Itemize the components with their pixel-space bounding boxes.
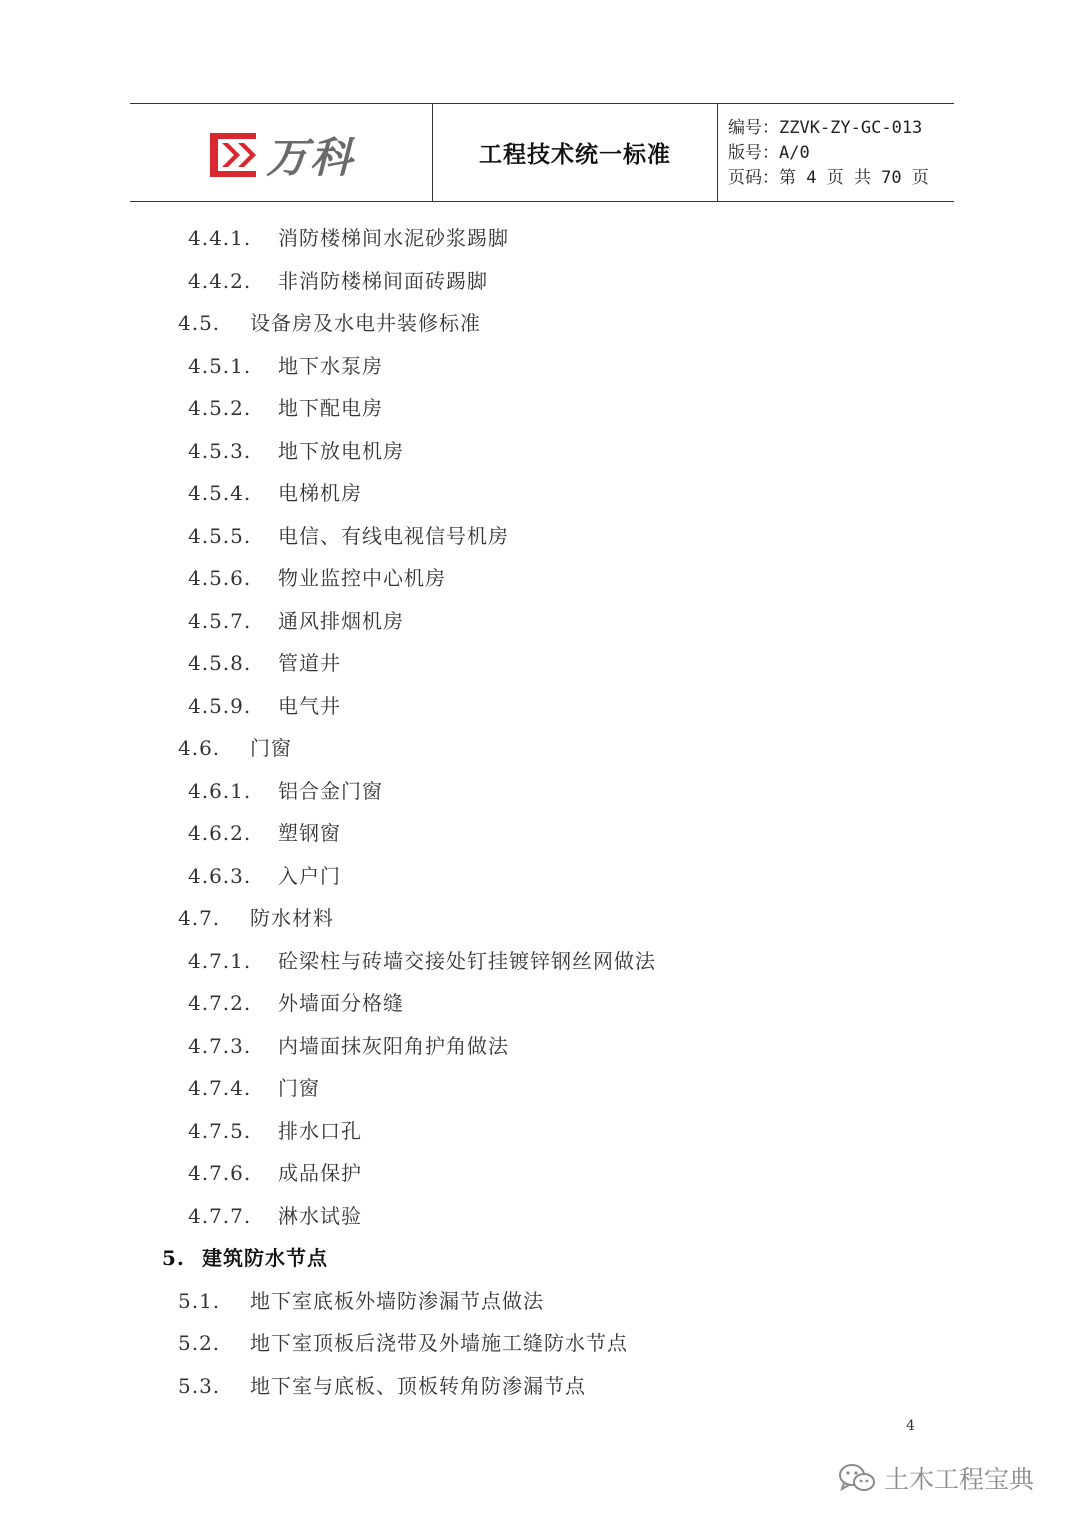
toc-entry-title: 铝合金门窗 (278, 778, 383, 803)
toc-entry-number: 4.7.4. (188, 1076, 252, 1100)
watermark (838, 1460, 1034, 1496)
toc-entry[interactable] (0, 642, 1080, 685)
toc-entry[interactable] (0, 515, 1080, 558)
toc-entry-title: 物业监控中心机房 (278, 566, 446, 590)
toc-entry-title: 地下室顶板后浇带及外墙施工缝防水节点 (250, 1331, 628, 1355)
toc-entry[interactable] (0, 1067, 1080, 1110)
vanke-logo-icon (208, 129, 260, 181)
toc-entry-number: 4.6.1. (188, 778, 252, 803)
toc-entry-number: 4.6. (178, 736, 221, 760)
toc-entry[interactable] (0, 1280, 1080, 1323)
toc-entry[interactable] (0, 472, 1080, 515)
toc-entry-number: 4.5.8. (188, 651, 252, 675)
toc-entry-number: 4.7.7. (188, 1203, 252, 1228)
toc-entry[interactable] (0, 1195, 1080, 1238)
toc-entry[interactable] (0, 1322, 1080, 1365)
toc-entry-number: 5.3. (178, 1373, 221, 1398)
toc-entry[interactable] (0, 302, 1080, 345)
toc-entry-number: 4.7.2. (188, 991, 252, 1015)
toc-entry-title: 淋水试验 (278, 1203, 362, 1228)
toc-entry[interactable] (0, 557, 1080, 600)
toc-entry-title: 地下室底板外墙防渗漏节点做法 (250, 1288, 544, 1313)
toc-entry-title: 建筑防水节点 (202, 1246, 328, 1270)
toc-entry[interactable] (0, 727, 1080, 770)
toc-entry-number: 4.7.5. (188, 1118, 252, 1143)
toc-entry-title: 电梯机房 (278, 481, 362, 505)
watermark-text: 土木工程宝典 (884, 1465, 1035, 1494)
toc-entry-number: 4.5.9. (188, 693, 252, 718)
toc-entry[interactable] (0, 940, 1080, 983)
toc-entry-title: 设备房及水电井装修标准 (250, 311, 481, 335)
toc-entry-number: 4.7. (178, 906, 221, 930)
logo-cell (130, 104, 433, 201)
toc-entry-title: 成品保护 (278, 1161, 362, 1185)
toc-entry-title: 管道井 (278, 651, 341, 675)
document-version: 版号：A/0 (728, 143, 810, 163)
toc-entry-title: 内墙面抹灰阳角护角做法 (278, 1033, 509, 1058)
logo-text: 万科 (265, 132, 354, 182)
title-cell (433, 104, 718, 201)
toc-entry[interactable] (0, 812, 1080, 855)
toc-entry-title: 门窗 (278, 1076, 320, 1100)
toc-entry-number: 4.5.6. (188, 566, 252, 590)
table-of-contents (0, 217, 1080, 1407)
toc-entry[interactable] (0, 982, 1080, 1025)
toc-entry-title: 电信、有线电视信号机房 (278, 523, 509, 548)
toc-entry-number: 4.7.3. (188, 1033, 252, 1058)
toc-entry-title: 电气井 (278, 693, 341, 718)
toc-entry[interactable] (0, 1025, 1080, 1068)
toc-entry-number: 4.5.7. (188, 608, 252, 633)
toc-entry-number: 4.4.2. (188, 268, 252, 293)
toc-entry-number: 4.5.1. (188, 353, 252, 378)
toc-entry-title: 地下水泵房 (278, 353, 383, 378)
vanke-logo (208, 125, 354, 185)
toc-entry[interactable] (0, 770, 1080, 813)
toc-entry-chapter[interactable] (0, 1237, 1080, 1280)
toc-entry-title: 通风排烟机房 (278, 608, 404, 633)
toc-entry-title: 排水口孔 (278, 1118, 362, 1143)
meta-cell (718, 104, 954, 201)
toc-entry-title: 地下室与底板、顶板转角防渗漏节点 (250, 1373, 586, 1398)
toc-entry-title: 外墙面分格缝 (278, 991, 404, 1015)
toc-entry-title: 地下放电机房 (278, 438, 404, 463)
toc-entry-number: 4.6.3. (188, 863, 252, 888)
toc-entry[interactable] (0, 260, 1080, 303)
toc-entry[interactable] (0, 217, 1080, 260)
document-header (130, 103, 954, 202)
toc-entry-title: 非消防楼梯间面砖踢脚 (278, 268, 488, 293)
toc-entry-title: 入户门 (278, 863, 341, 888)
toc-entry-title: 消防楼梯间水泥砂浆踢脚 (278, 226, 509, 250)
toc-entry-number: 4.6.2. (188, 821, 252, 845)
toc-entry-number: 5.2. (178, 1331, 221, 1355)
page-number: 4 (906, 1418, 915, 1434)
toc-entry-title: 砼梁柱与砖墙交接处钉挂镀锌钢丝网做法 (278, 948, 656, 973)
toc-entry-title: 塑钢窗 (278, 821, 341, 845)
toc-entry-number: 4.4.1. (188, 226, 252, 250)
toc-entry-number: 4.5.4. (188, 481, 252, 505)
toc-entry[interactable] (0, 1152, 1080, 1195)
toc-entry[interactable] (0, 685, 1080, 728)
toc-entry-number: 4.7.1. (188, 948, 252, 973)
toc-entry-number: 5. (162, 1246, 185, 1270)
toc-entry-number: 4.5. (178, 311, 221, 335)
toc-entry[interactable] (0, 345, 1080, 388)
toc-entry[interactable] (0, 855, 1080, 898)
toc-entry[interactable] (0, 897, 1080, 940)
toc-entry[interactable] (0, 600, 1080, 643)
toc-entry[interactable] (0, 387, 1080, 430)
toc-entry-title: 门窗 (250, 736, 292, 760)
toc-entry-number: 4.7.6. (188, 1161, 252, 1185)
toc-entry-number: 4.5.5. (188, 523, 252, 548)
toc-entry[interactable] (0, 430, 1080, 473)
toc-entry-title: 地下配电房 (278, 396, 383, 420)
page-indicator: 页码：第 4 页 共 70 页 (728, 168, 929, 188)
toc-entry-number: 4.5.3. (188, 438, 252, 463)
toc-entry-number: 4.5.2. (188, 396, 252, 420)
toc-entry-number: 5.1. (178, 1288, 221, 1313)
toc-entry[interactable] (0, 1365, 1080, 1408)
wechat-icon (838, 1462, 876, 1494)
document-title: 工程技术统一标准 (479, 142, 671, 168)
document-code: 编号：ZZVK-ZY-GC-013 (728, 118, 923, 138)
toc-entry-title: 防水材料 (250, 906, 334, 930)
toc-entry[interactable] (0, 1110, 1080, 1153)
